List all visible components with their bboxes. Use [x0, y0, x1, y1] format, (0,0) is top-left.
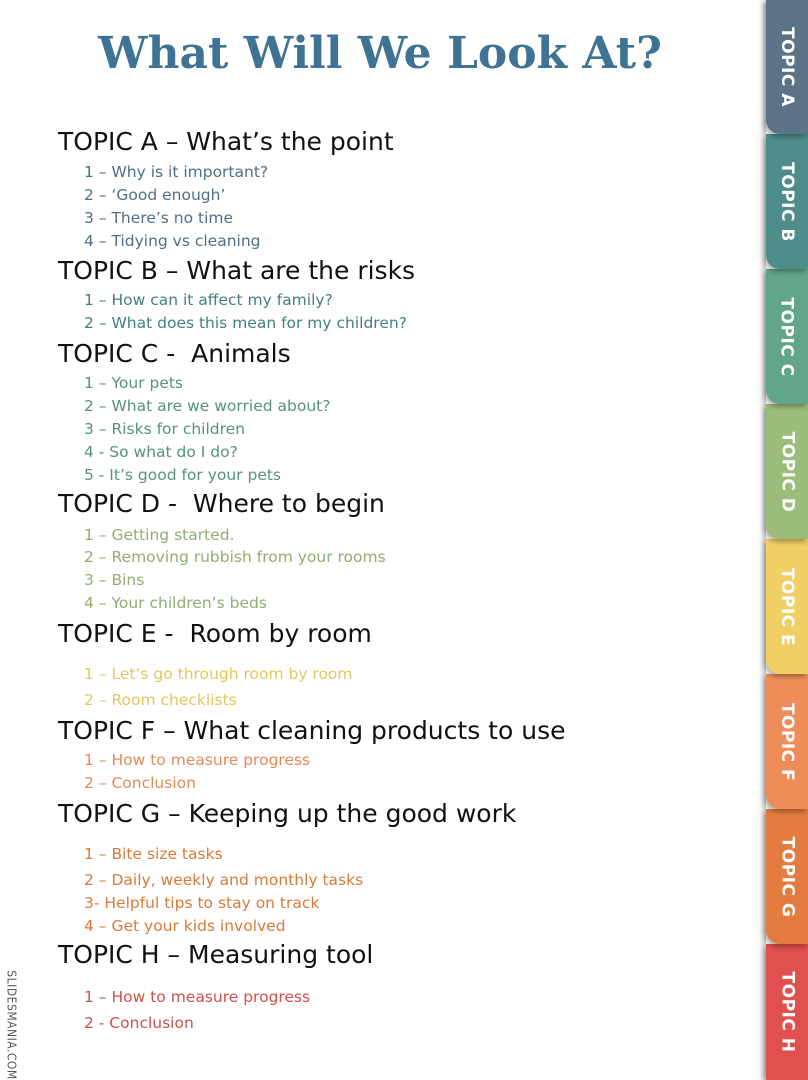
- topic-h-heading: TOPIC H – Measuring tool: [58, 940, 374, 969]
- watermark: [2, 970, 22, 1080]
- topic-f-item: 1 – How to measure progress: [84, 751, 311, 769]
- tab-label: TOPIC E: [777, 567, 797, 646]
- topic-g-item: 1 – Bite size tasks: [84, 845, 223, 863]
- tab-label: TOPIC C: [777, 296, 798, 377]
- topic-c-heading: TOPIC C - Animals: [58, 339, 291, 368]
- tab-label: TOPIC F: [777, 702, 797, 781]
- tab-topic-d[interactable]: [766, 404, 808, 539]
- topic-b-heading: TOPIC B – What are the risks: [58, 256, 416, 285]
- topic-c-item: 3 – Risks for children: [84, 420, 246, 438]
- topic-c-item: 4 - So what do I do?: [84, 443, 238, 461]
- topic-g-item: 4 – Get your kids involved: [84, 917, 286, 935]
- topic-c-item: 2 – What are we worried about?: [84, 397, 331, 415]
- topic-h-item: 2 - Conclusion: [84, 1014, 194, 1032]
- topic-tab-bar: [766, 0, 808, 1080]
- page-title: What Will We Look At?: [98, 28, 662, 79]
- topic-f-heading: TOPIC F – What cleaning products to use: [58, 716, 566, 745]
- tab-topic-h[interactable]: [766, 944, 808, 1080]
- topic-c-item: 5 - It’s good for your pets: [84, 466, 282, 484]
- tab-topic-b[interactable]: [766, 134, 808, 269]
- topic-d-item: 1 – Getting started.: [84, 526, 235, 544]
- topic-b-item: 1 – How can it affect my family?: [84, 291, 333, 309]
- tab-topic-a[interactable]: [766, 0, 808, 134]
- topic-e-heading: TOPIC E - Room by room: [58, 619, 372, 648]
- tab-label: TOPIC H: [777, 971, 797, 1053]
- tab-label: TOPIC B: [777, 161, 797, 242]
- topic-a-heading: TOPIC A – What’s the point: [58, 127, 394, 156]
- topic-a-item: 1 – Why is it important?: [84, 163, 269, 181]
- topic-h-item: 1 – How to measure progress: [84, 988, 311, 1006]
- tab-topic-c[interactable]: [766, 269, 808, 404]
- topic-b-item: 2 – What does this mean for my children?: [84, 314, 407, 332]
- tab-label: TOPIC A: [777, 27, 798, 107]
- tab-label: TOPIC D: [777, 431, 797, 512]
- topic-c-item: 1 – Your pets: [84, 374, 184, 392]
- topic-d-item: 3 – Bins: [84, 571, 145, 589]
- tab-topic-f[interactable]: [766, 674, 808, 809]
- topic-d-item: 2 – Removing rubbish from your rooms: [84, 548, 386, 566]
- topic-d-item: 4 – Your children’s beds: [84, 594, 267, 612]
- topic-a-item: 3 – There’s no time: [84, 209, 234, 227]
- watermark-text: SLIDESMANIA.COM: [5, 970, 20, 1080]
- topic-a-item: 2 – ‘Good enough’: [84, 186, 226, 204]
- tab-label: TOPIC G: [777, 836, 797, 917]
- topic-f-item: 2 – Conclusion: [84, 774, 196, 792]
- topic-g-item: 3- Helpful tips to stay on track: [84, 894, 320, 912]
- topic-g-item: 2 – Daily, weekly and monthly tasks: [84, 871, 364, 889]
- tab-topic-g[interactable]: [766, 809, 808, 944]
- topic-e-item: 1 – Let’s go through room by room: [84, 665, 353, 683]
- topic-g-heading: TOPIC G – Keeping up the good work: [58, 799, 517, 828]
- topic-a-item: 4 – Tidying vs cleaning: [84, 232, 261, 250]
- topic-d-heading: TOPIC D - Where to begin: [58, 489, 385, 518]
- topic-e-item: 2 – Room checklists: [84, 691, 237, 709]
- tab-topic-e[interactable]: [766, 539, 808, 674]
